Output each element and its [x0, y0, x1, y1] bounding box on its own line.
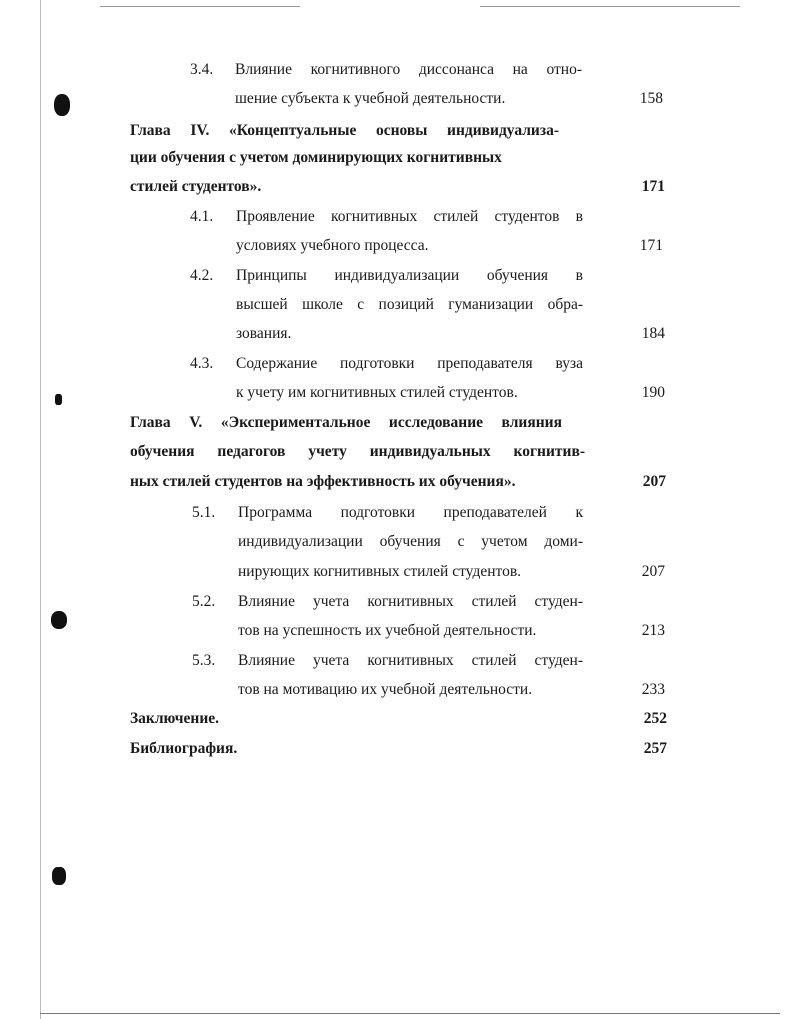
toc-item-title-line: условиях учебного процесса.	[236, 237, 429, 254]
toc-item-number: 4.2.	[190, 267, 214, 284]
toc-item-title-line: Программа подготовки преподавателей к	[238, 504, 583, 521]
toc-item-number: 4.3.	[190, 355, 214, 372]
toc-bibliography-label: Библиография.	[130, 740, 238, 757]
toc-chapter-title-line: Глава V. «Экспериментальное исследование влияния	[130, 414, 562, 431]
toc-page-number: 207	[641, 563, 665, 580]
toc-page-number: 233	[641, 681, 665, 698]
toc-conclusion-label: Заключение.	[130, 710, 220, 727]
toc-page-number: 207	[642, 473, 666, 490]
scan-edge-bottom	[40, 1013, 780, 1014]
toc-item-number: 3.4.	[190, 61, 214, 78]
toc-item-title-line: Принципы индивидуализации обучения в	[236, 267, 583, 284]
toc-chapter-title-line: Глава IV. «Концептуальные основы индивидуализа-	[130, 122, 559, 139]
scan-edge-top	[100, 6, 300, 7]
toc-item-title-line: тов на мотивацию их учебной деятельности.	[238, 681, 533, 698]
toc-item-title-line: индивидуализации обучения с учетом доми-	[238, 533, 583, 550]
toc-chapter-title-line: ции обучения с учетом доминирующих когнитивных	[130, 149, 502, 166]
toc-page-number: 190	[641, 384, 665, 401]
toc-page-number: 213	[641, 622, 665, 639]
toc-item-title-line: шение субъекта к учебной деятельности.	[235, 90, 506, 107]
punch-hole-mark-3	[52, 867, 66, 885]
toc-page-number: 171	[641, 178, 665, 195]
toc-item-number: 5.3.	[192, 652, 216, 669]
toc-item-number: 4.1.	[190, 208, 214, 225]
toc-chapter-title-line: ных стилей студентов на эффективность их обучения».	[130, 473, 516, 490]
toc-item-number: 5.1.	[192, 504, 216, 521]
scan-speck-1	[55, 394, 62, 405]
toc-chapter-title-line: обучения педагогов учету индивидуальных когнитив-	[130, 443, 585, 460]
punch-hole-mark-2	[51, 611, 67, 629]
toc-item-title-line: высшей школе с позиций гуманизации обра-	[236, 296, 583, 313]
punch-hole-mark-1	[54, 94, 70, 116]
toc-page-number: 184	[641, 325, 665, 342]
toc-item-number: 5.2.	[192, 593, 216, 610]
toc-item-title-line: Влияние когнитивного диссонанса на отно-	[235, 61, 582, 78]
toc-page-number: 171	[639, 237, 663, 254]
toc-item-title-line: Влияние учета когнитивных стилей студен-	[238, 652, 583, 669]
toc-item-title-line: нирующих когнитивных стилей студентов.	[238, 563, 522, 580]
toc-item-title-line: зования.	[236, 325, 292, 342]
scan-edge-left	[40, 0, 41, 1019]
scan-edge-top-right	[480, 6, 740, 7]
toc-item-title-line: Содержание подготовки преподавателя вуза	[236, 355, 583, 372]
toc-item-title-line: к учету им когнитивных стилей студентов.	[236, 384, 518, 401]
toc-page-number: 252	[643, 710, 667, 727]
toc-item-title-line: Проявление когнитивных стилей студентов в	[236, 208, 583, 225]
toc-item-title-line: тов на успешность их учебной деятельности.	[238, 622, 537, 639]
toc-item-title-line: Влияние учета когнитивных стилей студен-	[238, 593, 583, 610]
toc-chapter-title-line: стилей студентов».	[130, 178, 262, 195]
toc-page-number: 158	[639, 90, 663, 107]
toc-page-number: 257	[643, 740, 667, 757]
